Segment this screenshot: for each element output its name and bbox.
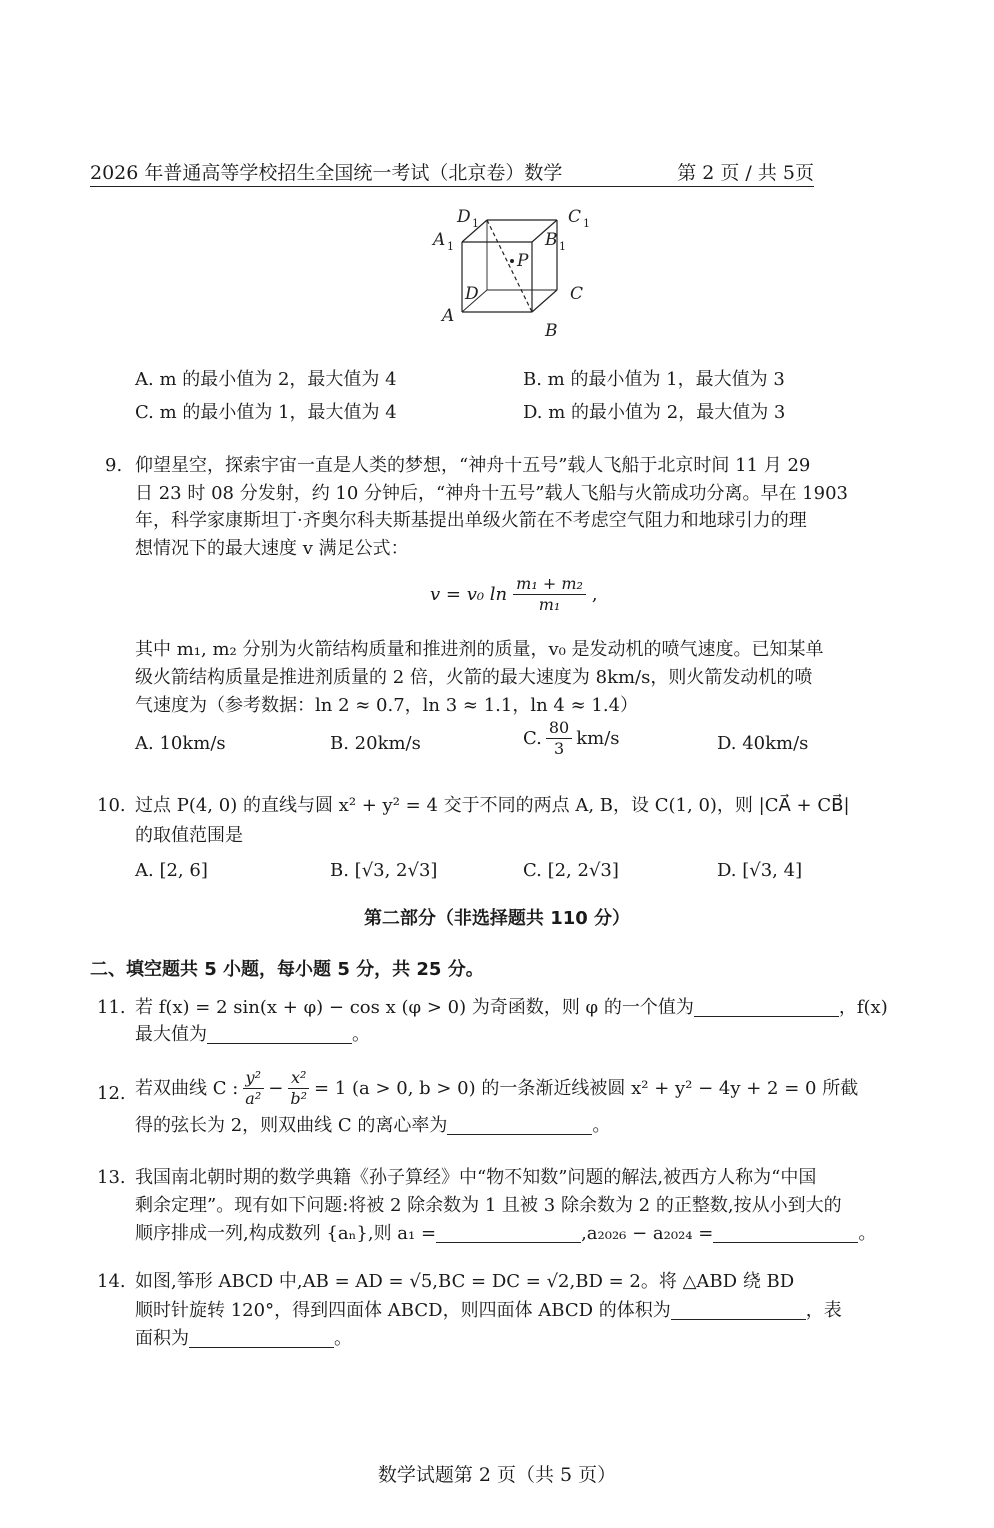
rocket-formula (430, 574, 598, 615)
q14-text-d: 。 (334, 1328, 352, 1349)
q14-number: 14. (97, 1271, 126, 1292)
label-b1: B (545, 230, 558, 250)
q9-line1: 仰望星空，探索宇宙一直是人类的梦想，“神舟十五号”载人飞船于北京时间 11 月 29 (135, 455, 811, 476)
q10-option-d: D. [√3, 4] (717, 860, 803, 881)
q12-post: = 1 (a > 0, b > 0) 的一条渐近线被圆 x² + y² − 4y + 2 = 0 所截 (313, 1077, 859, 1099)
q11-text-c: 最大值为 (135, 1024, 207, 1045)
q9-option-c-den: 3 (553, 739, 565, 758)
q11-text-d: 。 (352, 1024, 370, 1045)
q10-line2: 的取值范围是 (135, 825, 243, 846)
q8-option-d: D. m 的最小值为 2，最大值为 3 (523, 402, 786, 423)
label-d: D (465, 284, 479, 304)
q13-text-b: ,a₂₀₂₆ − a₂₀₂₄ = (581, 1223, 714, 1244)
q8-option-a: A. m 的最小值为 2，最大值为 4 (135, 369, 397, 390)
formula-numerator: m₁ + m₂ (513, 574, 586, 595)
formula-tail: , (591, 584, 598, 605)
q9-line4: 想情况下的最大速度 v 满足公式： (135, 538, 409, 559)
q10-option-c: C. [2, 2√3] (523, 860, 619, 881)
q12-pre: 若双曲线 C : (135, 1077, 239, 1099)
q9-option-c-num: 80 (546, 718, 572, 739)
point-p (510, 259, 514, 263)
q11-text-a: 若 f(x) = 2 sin(x + φ) − cos x (φ > 0) 为奇函数，则 φ 的一个值为 (135, 997, 694, 1018)
label-a: A (442, 306, 455, 326)
q9-option-c-prefix: C. (523, 727, 542, 749)
q13-blank-2[interactable] (713, 1224, 858, 1243)
q11-number: 11. (97, 997, 126, 1018)
label-d1-sub: 1 (472, 217, 479, 230)
q14-line1: 如图,筝形 ABCD 中,AB = AD = √5,BC = DC = √2,BD = 2。将 △ABD 绕 BD (135, 1271, 795, 1292)
q14-line2 (135, 1297, 842, 1325)
q9-option-c-fraction (546, 718, 572, 759)
label-b1-sub: 1 (559, 240, 566, 253)
q9-line3: 年，科学家康斯坦丁·齐奥尔科夫斯基提出单级火箭在不考虑空气阻力和地球引力的理 (135, 510, 807, 531)
q9-line6: 级火箭结构质量是推进剂质量的 2 倍，火箭的最大速度为 8km/s，则火箭发动机的喷 (135, 667, 813, 688)
q10-line1: 过点 P(4, 0) 的直线与圆 x² + y² = 4 交于不同的两点 A, B，设 C(1, 0)，则 |CA⃗ + CB⃗| (135, 795, 850, 816)
exam-title: 2026 年普通高等学校招生全国统一考试（北京卷）数学 (90, 162, 563, 184)
q12-text-a: 得的弦长为 2，则双曲线 C 的离心率为 (135, 1115, 448, 1136)
q14-line3 (135, 1325, 352, 1353)
q9-number: 9. (105, 455, 123, 476)
q12-text-b: 。 (592, 1115, 611, 1136)
q13-line2: 剩余定理”。现有如下问题:将被 2 除余数为 1 且被 3 除余数为 2 的正整数,按从小到大的 (135, 1195, 842, 1216)
q10-number: 10. (97, 795, 126, 816)
label-c1: C (568, 207, 582, 227)
q10-option-b: B. [√3, 2√3] (330, 860, 438, 881)
q12-fraction-1 (242, 1068, 264, 1109)
q13-text-c: 。 (858, 1223, 877, 1244)
q9-line7: 气速度为（参考数据：ln 2 ≈ 0.7，ln 3 ≈ 1.1，ln 4 ≈ 1.4） (135, 695, 639, 716)
label-a1-sub: 1 (447, 240, 454, 253)
q9-option-b: B. 20km/s (330, 733, 421, 754)
q11-line1 (135, 994, 888, 1022)
q13-blank-1[interactable] (436, 1224, 581, 1243)
q12-fraction-2 (287, 1068, 310, 1109)
q9-line5: 其中 m₁, m₂ 分别为火箭结构质量和推进剂的质量，v₀ 是发动机的喷气速度。已知某单 (135, 639, 824, 660)
label-p: P (517, 251, 529, 271)
label-b: B (545, 321, 558, 341)
q14-blank-2[interactable] (189, 1329, 334, 1348)
q12-f1-num: y² (243, 1068, 264, 1089)
q8-option-b: B. m 的最小值为 1，最大值为 3 (523, 369, 785, 390)
q14-text-b: ，表 (805, 1300, 842, 1321)
q13-text-a: 顺序排成一列,构成数列 {aₙ},则 a₁ = (135, 1223, 437, 1244)
section-two-heading: 二、填空题共 5 小题，每小题 5 分，共 25 分。 (90, 959, 484, 980)
label-c1-sub: 1 (583, 217, 590, 230)
q10-option-a: A. [2, 6] (135, 860, 208, 881)
formula-fraction (513, 574, 586, 615)
q14-text-a: 顺时针旋转 120°，得到四面体 ABCD，则四面体 ABCD 的体积为 (135, 1300, 671, 1321)
q12-blank[interactable] (447, 1116, 592, 1135)
q12-line1 (135, 1068, 858, 1109)
page-indicator: 第 2 页 / 共 5页 (677, 162, 814, 184)
q11-blank-1[interactable] (694, 998, 839, 1017)
label-d1: D (457, 207, 471, 227)
q11-text-b: ，f(x) (838, 997, 888, 1018)
q9-option-c (523, 718, 620, 759)
q9-option-a: A. 10km/s (135, 733, 226, 754)
q14-text-c: 面积为 (135, 1328, 189, 1349)
q12-line2 (135, 1112, 610, 1140)
q13-line3 (135, 1220, 876, 1248)
label-c: C (570, 284, 584, 304)
formula-left: v = v₀ ln (430, 584, 508, 605)
label-a1: A (433, 230, 446, 250)
q12-minus: − (268, 1077, 284, 1099)
cube-figure (425, 200, 600, 345)
q12-f2-num: x² (288, 1068, 309, 1089)
formula-denominator: m₁ (538, 595, 561, 614)
q11-line2 (135, 1021, 370, 1049)
q13-number: 13. (97, 1167, 126, 1188)
q9-option-d: D. 40km/s (717, 733, 809, 754)
q12-f2-den: b² (290, 1089, 307, 1108)
q12-f1-den: a² (245, 1089, 262, 1108)
page-header (90, 158, 814, 187)
q14-blank-1[interactable] (671, 1301, 806, 1320)
q8-option-c: C. m 的最小值为 1，最大值为 4 (135, 402, 397, 423)
q11-blank-2[interactable] (207, 1025, 352, 1044)
q9-line2: 日 23 时 08 分发射，约 10 分钟后，“神舟十五号”载人飞船与火箭成功分离。早在 1903 (135, 483, 848, 504)
q12-number: 12. (97, 1083, 126, 1104)
page-footer: 数学试题第 2 页（共 5 页） (377, 1464, 617, 1486)
part-two-heading: 第二部分（非选择题共 110 分） (363, 908, 631, 929)
q13-line1: 我国南北朝时期的数学典籍《孙子算经》中“物不知数”问题的解法,被西方人称为“中国 (135, 1167, 817, 1188)
q9-option-c-unit: km/s (576, 727, 620, 749)
